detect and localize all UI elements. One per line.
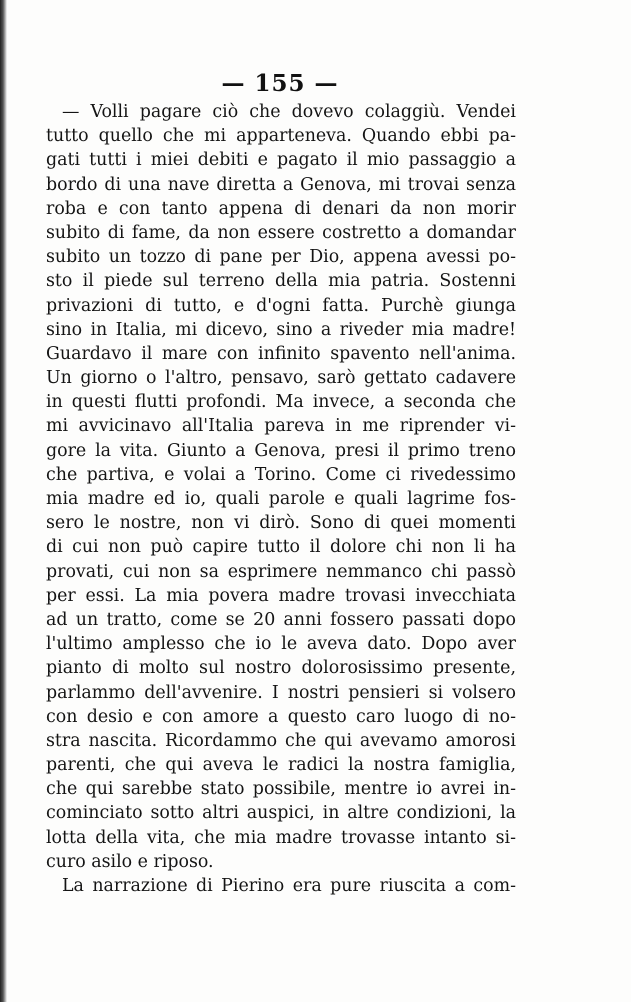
text-line: provati, cui non sa esprimere nemmanco chi passò [46, 561, 516, 582]
text-line: subito di fame, da non essere costretto a domandar [46, 222, 516, 243]
text-line: Un giorno o l'altro, pensavo, sarò gettato cadavere [46, 368, 516, 389]
text-line: roba e con tanto appena di denari da non morir [46, 198, 516, 219]
text-line: mia madre ed io, quali parole e quali lagrime fos- [46, 489, 516, 509]
text-line: ad un tratto, come se 20 anni fossero passati dopo [46, 609, 516, 630]
text-line: cominciato sotto altri auspici, in altre condizioni, la [46, 803, 516, 824]
text-line: sto il piede sul terreno della mia patria. Sostenni [46, 271, 516, 292]
text-line: gati tutti i miei debiti e pagato il mio passaggio a [46, 150, 516, 171]
text-line: pianto di molto sul nostro dolorosissimo presente, [46, 658, 516, 679]
text-line: in questi flutti profondi. Ma invece, a seconda che [46, 392, 516, 413]
text-line: l'ultimo amplesso che io le aveva dato. Dopo aver [46, 634, 516, 655]
text-line: per essi. La mia povera madre trovasi invecchiata [46, 585, 516, 606]
text-line: privazioni di tutto, e d'ogni fatta. Purchè giunga [46, 295, 516, 316]
text-line: bordo di una nave diretta a Genova, mi trovai senza [46, 174, 516, 195]
text-line: che qui sarebbe stato possibile, mentre io avrei in- [46, 779, 516, 800]
text-line: che partiva, e volai a Torino. Come ci rivedessimo [46, 464, 516, 485]
text-line: subito un tozzo di pane per Dio, appena avessi po- [46, 247, 516, 268]
text-line: di cui non può capire tutto il dolore chi non li ha [46, 537, 516, 558]
text-line: sino in Italia, mi dicevo, sino a riveder mia madre! [46, 319, 516, 340]
text-line: parlammo dell'avvenire. I nostri pensieri si volsero [46, 682, 516, 703]
text-line: stra nascita. Ricordammo che qui avevamo amorosi [46, 730, 516, 751]
body-text [46, 100, 516, 898]
text-line: La narrazione di Pierino era pure riuscita a com- [62, 876, 516, 896]
page-binding-edge [0, 0, 7, 1002]
text-line: sero le nostre, non vi dirò. Sono di quei momenti [46, 513, 516, 534]
text-line: tutto quello che mi apparteneva. Quando ebbi pa- [46, 126, 516, 147]
text-line: mi avvicinavo all'Italia pareva in me riprender vi- [46, 416, 516, 437]
text-line: curo asilo e riposo. [46, 851, 214, 872]
text-line: parenti, che qui aveva le radici la nostra famiglia, [46, 755, 516, 776]
text-line: gore la vita. Giunto a Genova, presi il primo treno [46, 440, 516, 461]
text-line: — Volli pagare ciò che dovevo colaggiù. Vendei [62, 102, 516, 122]
text-line: lotta della vita, che mia madre trovasse intanto si- [46, 827, 516, 848]
page-number: — 155 — [221, 70, 339, 97]
text-line: con desio e con amore a questo caro luogo di no- [46, 706, 516, 727]
text-line: Guardavo il mare con infinito spavento nell'anima. [46, 343, 516, 364]
